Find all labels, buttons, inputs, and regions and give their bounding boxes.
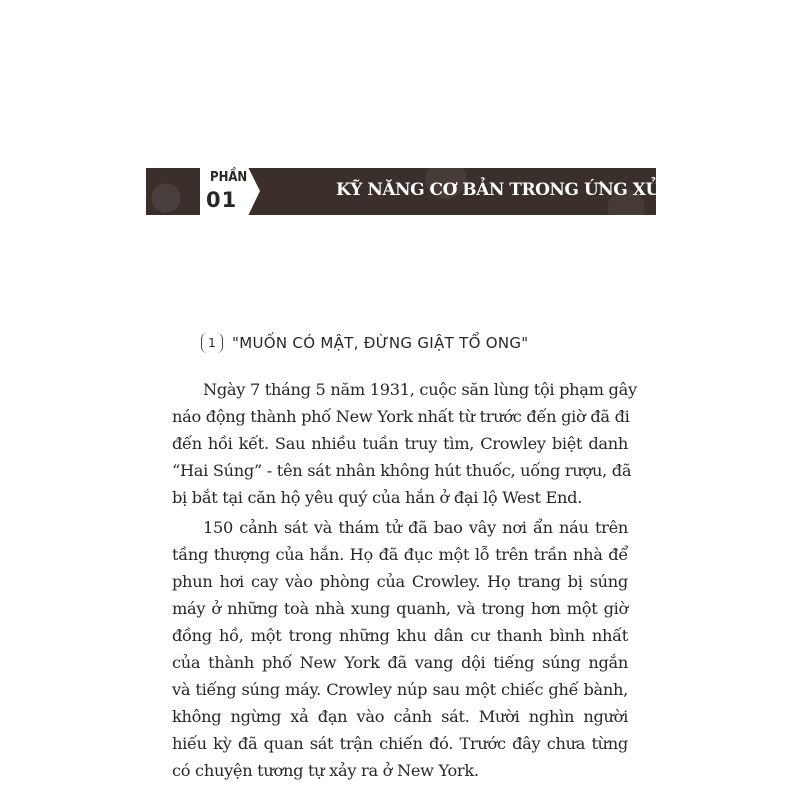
- text-line: không ngừng xả đạn vào cảnh sát. Mười nghìn người: [172, 707, 628, 726]
- text-line: của thành phố New York đã vang dội tiếng súng ngắn: [172, 653, 628, 672]
- text-line: và tiếng súng máy. Crowley núp sau một chiếc ghế bành,: [172, 680, 628, 699]
- text-line: đồng hồ, một trong những khu dân cư thanh bình nhất: [172, 626, 628, 645]
- text-line: “Hai Súng” - tên sát nhân không hút thuốc, uống rượu, đã: [172, 461, 632, 480]
- section-number: 1: [201, 333, 223, 353]
- part-label: PHẦN: [210, 170, 248, 185]
- text-line: hiếu kỳ đã quan sát trận chiến đó. Trước đây chưa từng: [172, 734, 628, 753]
- text-line: bị bắt tại căn hộ yêu quý của hắn ở đại lộ West End.: [172, 488, 583, 507]
- text-line: có chuyện tương tự xảy ra ở New York.: [172, 761, 479, 780]
- section-title: "MUỐN CÓ MẬT, ĐỪNG GIẬT TỔ ONG": [232, 334, 529, 352]
- text-line: máy ở những toà nhà xung quanh, và trong hơn một giờ: [172, 599, 628, 618]
- text-line: tầng thượng của hắn. Họ đã đục một lỗ trên trần nhà để: [172, 545, 628, 564]
- text-line: náo động thành phố New York nhất từ trước đến giờ đã đi: [172, 407, 630, 426]
- chapter-title: KỸ NĂNG CƠ BẢN TRONG ỨNG XỬ: [336, 180, 660, 200]
- text-line: 150 cảnh sát và thám tử đã bao vây nơi ẩn náu trên: [203, 518, 628, 537]
- part-number: 01: [206, 188, 238, 212]
- text-line: đến hồi kết. Sau nhiều tuần truy tìm, Crowley biệt danh: [172, 434, 628, 453]
- text-line: Ngày 7 tháng 5 năm 1931, cuộc săn lùng tội phạm gây: [203, 380, 637, 399]
- text-line: phun hơi cay vào phòng của Crowley. Họ trang bị súng: [172, 572, 628, 591]
